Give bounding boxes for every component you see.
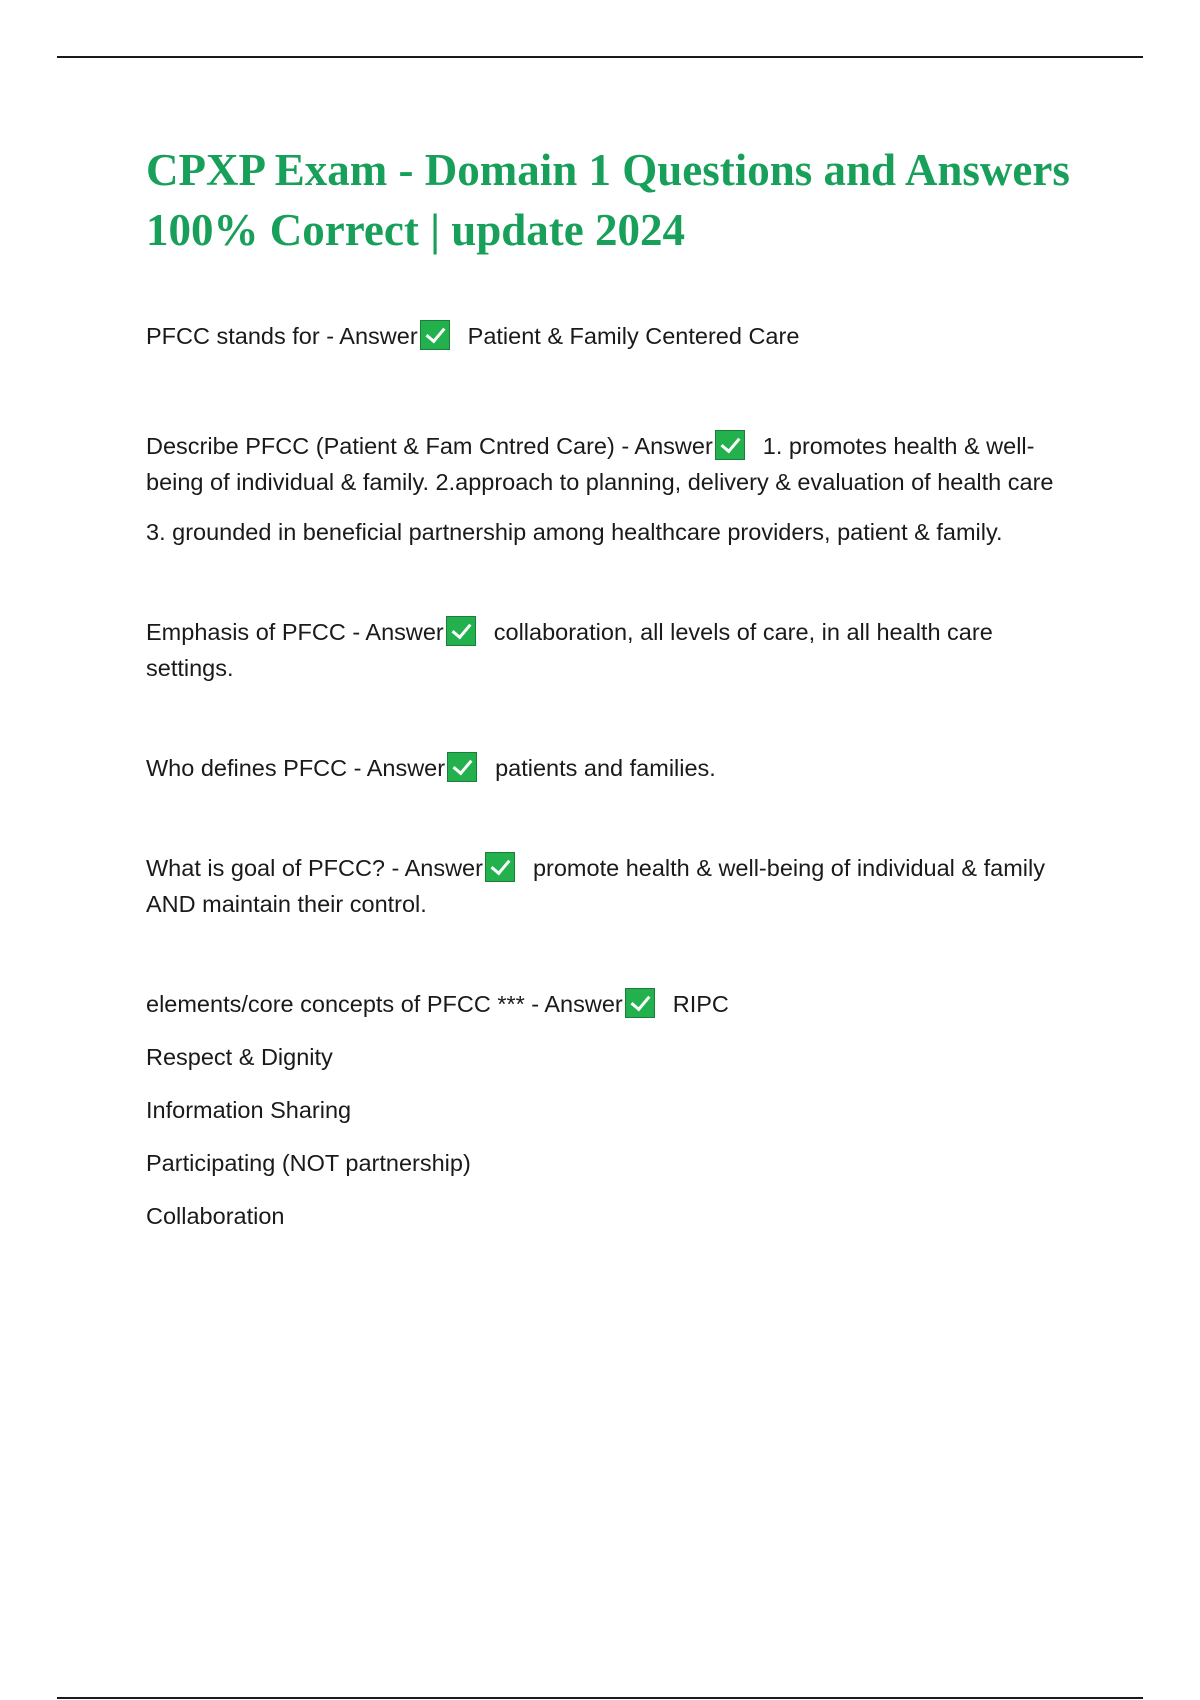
qa-item-4 xyxy=(146,750,1086,786)
check-mark-icon xyxy=(625,988,655,1018)
answer-text: promote health & well-being of individual & family AND maintain their control. xyxy=(146,855,1045,917)
question-text: Describe PFCC (Patient & Fam Cntred Care) - Answer xyxy=(146,433,713,459)
qa-item-6 xyxy=(146,986,1086,1234)
concept-item-respect: Respect & Dignity xyxy=(146,1044,333,1070)
check-mark-icon xyxy=(715,430,745,460)
qa-list xyxy=(146,318,1086,1234)
answer-text: patients and families. xyxy=(495,755,716,781)
answer-text: 1. promotes health & well-being of individual & family. 2.approach to planning, delivery & evaluation of health care xyxy=(146,433,1054,495)
document-body xyxy=(146,140,1086,1234)
qa-item-5 xyxy=(146,850,1086,922)
answer-text: collaboration, all levels of care, in all health care settings. xyxy=(146,619,993,681)
qa-item-1 xyxy=(146,318,1086,354)
question-text: Emphasis of PFCC - Answer xyxy=(146,619,444,645)
answer-text: Patient & Family Centered Care xyxy=(467,323,800,349)
bottom-rule xyxy=(57,1697,1143,1699)
check-mark-icon xyxy=(485,852,515,882)
document-title: CPXP Exam - Domain 1 Questions and Answers 100% Correct | update 2024 xyxy=(146,145,1070,255)
check-mark-icon xyxy=(446,616,476,646)
check-mark-icon xyxy=(420,320,450,350)
question-text: PFCC stands for - Answer xyxy=(146,323,418,349)
concept-item-collaboration: Collaboration xyxy=(146,1203,285,1229)
concept-item-information: Information Sharing xyxy=(146,1097,352,1123)
concept-item-participating: Participating (NOT partnership) xyxy=(146,1150,471,1176)
question-text: What is goal of PFCC? - Answer xyxy=(146,855,483,881)
question-text: Who defines PFCC - Answer xyxy=(146,755,446,781)
answer-text: RIPC xyxy=(672,991,729,1017)
check-mark-icon xyxy=(447,752,477,782)
question-text: elements/core concepts of PFCC *** - Answer xyxy=(146,991,623,1017)
answer-continuation: 3. grounded in beneficial partnership among healthcare providers, patient & family. xyxy=(146,519,1003,545)
qa-item-3 xyxy=(146,614,1086,686)
qa-item-2 xyxy=(146,428,1086,550)
top-rule xyxy=(57,56,1143,58)
